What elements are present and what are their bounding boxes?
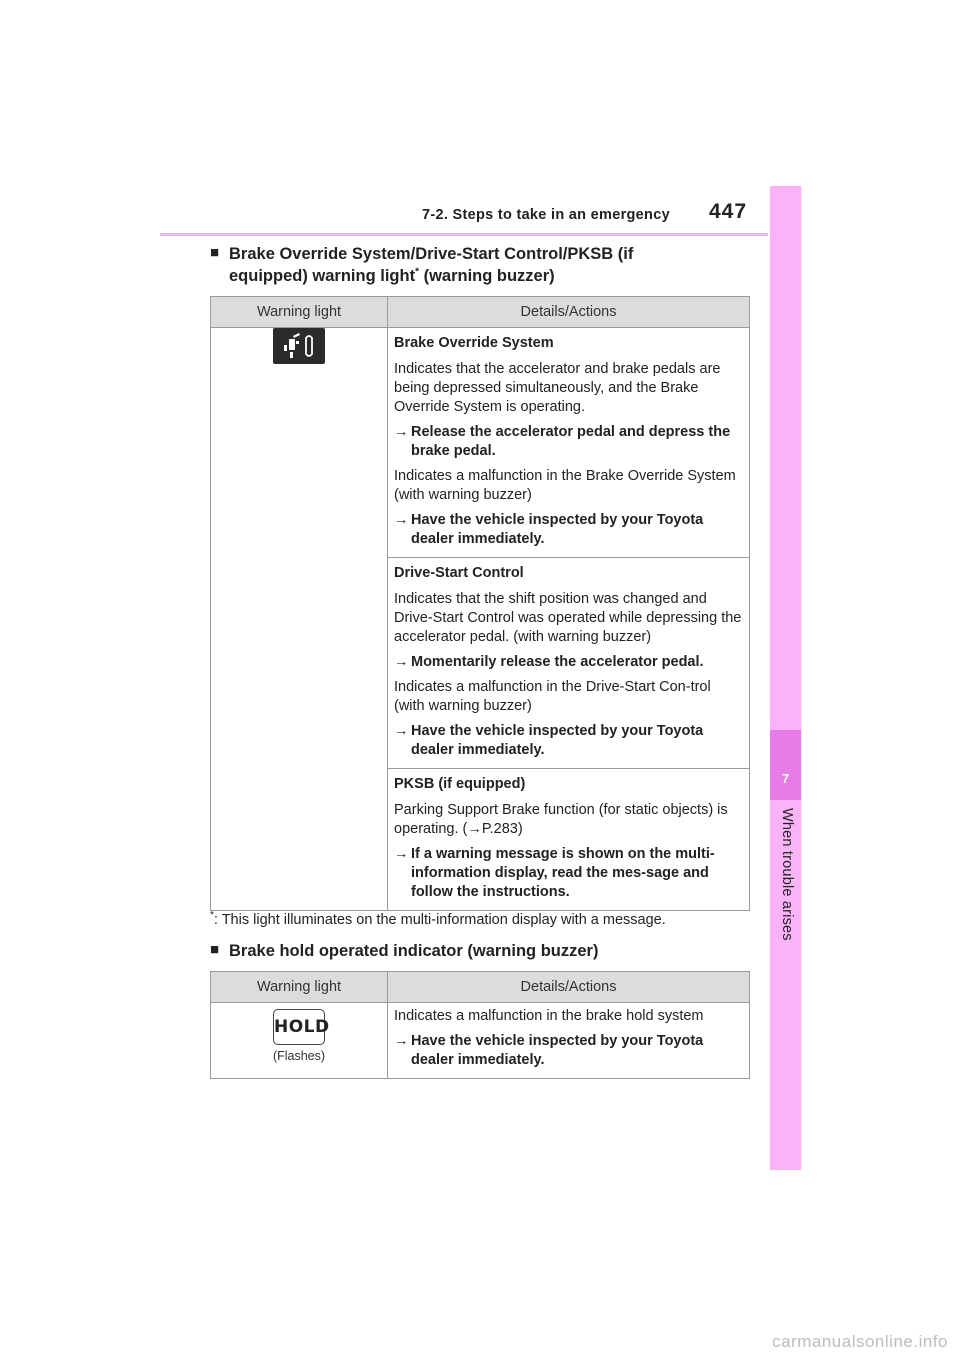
action-item: → If a warning message is shown on the multi-information display, read the mes-sage and follow the instructions.: [394, 846, 715, 900]
chapter-side-tab: [770, 186, 801, 1170]
details-cell: [388, 328, 750, 911]
action-item: → Momentarily release the accelerator pedal.: [394, 654, 704, 670]
detail-block-pksb: [388, 768, 749, 910]
arrow-icon: →: [394, 723, 409, 739]
action-item: → Have the vehicle inspected by your Toyota dealer immediately.: [394, 723, 704, 758]
column-header-warning-light: Warning light: [211, 297, 388, 328]
arrow-icon: →: [394, 1033, 409, 1049]
chapter-number-box: 7: [770, 730, 801, 800]
section-header-title: 7-2. Steps to take in an emergency: [422, 207, 670, 223]
hold-indicator-icon: HOLD: [273, 1009, 325, 1045]
block-description: Indicates a malfunction in the brake hold system: [394, 1008, 704, 1024]
action-item: → Release the accelerator pedal and depress the brake pedal.: [394, 424, 731, 459]
square-bullet-icon: ■: [210, 244, 220, 261]
page-number: 447: [709, 200, 748, 223]
footnote-marker: *: [415, 266, 419, 278]
arrow-icon: →: [394, 424, 409, 440]
heading-line-1: Brake Override System/Drive-Start Control/PKSB (if: [229, 245, 634, 263]
detail-block-drive-start-control: [388, 557, 749, 768]
brake-override-warning-table: [210, 296, 750, 911]
warning-light-cell: [211, 1003, 388, 1079]
block-title: Drive-Start Control: [394, 565, 524, 581]
block-description: Indicates a malfunction in the Brake Override System (with warning buzzer): [394, 468, 736, 503]
block-description: Indicates that the accelerator and brake pedals are being depressed simultaneously, and the Brake Override System is operating.: [394, 361, 721, 415]
header-rule: [160, 233, 768, 236]
square-bullet-icon: ■: [210, 941, 220, 958]
footnote: *: This light illuminates on the multi-information display with a message.: [210, 910, 666, 928]
block-title: PKSB (if equipped): [394, 776, 526, 792]
arrow-icon: →: [394, 846, 409, 862]
chapter-label: When trouble arises: [779, 808, 795, 941]
heading-line-2: equipped) warning light* (warning buzzer): [229, 266, 555, 285]
detail-block-brake-hold: [388, 1003, 749, 1078]
arrow-icon: →: [394, 512, 409, 528]
icon-caption: (Flashes): [272, 1049, 326, 1063]
watermark: carmanualsonline.info: [772, 1332, 948, 1351]
block-title: Brake Override System: [394, 335, 554, 351]
details-cell: [388, 1003, 750, 1079]
action-item: → Have the vehicle inspected by your Toyota dealer immediately.: [394, 1033, 704, 1068]
block-description: Parking Support Brake function (for static objects) is operating. (→P.283): [394, 802, 728, 837]
section-heading-brake-override: [210, 243, 633, 287]
column-header-details: Details/Actions: [388, 297, 750, 328]
column-header-warning-light: Warning light: [211, 972, 388, 1003]
column-header-details: Details/Actions: [388, 972, 750, 1003]
warning-light-cell: [211, 328, 388, 911]
heading-line: Brake hold operated indicator (warning buzzer): [229, 942, 599, 960]
arrow-icon: →: [394, 654, 409, 670]
action-item: → Have the vehicle inspected by your Toyota dealer immediately.: [394, 512, 704, 547]
brake-override-warning-icon: [273, 328, 325, 364]
block-description: Indicates that the shift position was changed and Drive-Start Control was operated while depressing the accelerator pedal. (with warning buzzer): [394, 591, 742, 645]
detail-block-brake-override-system: [388, 328, 749, 557]
block-description: Indicates a malfunction in the Drive-Start Con-trol (with warning buzzer): [394, 679, 711, 714]
section-heading-brake-hold: [210, 940, 598, 962]
brake-hold-warning-table: [210, 971, 750, 1079]
